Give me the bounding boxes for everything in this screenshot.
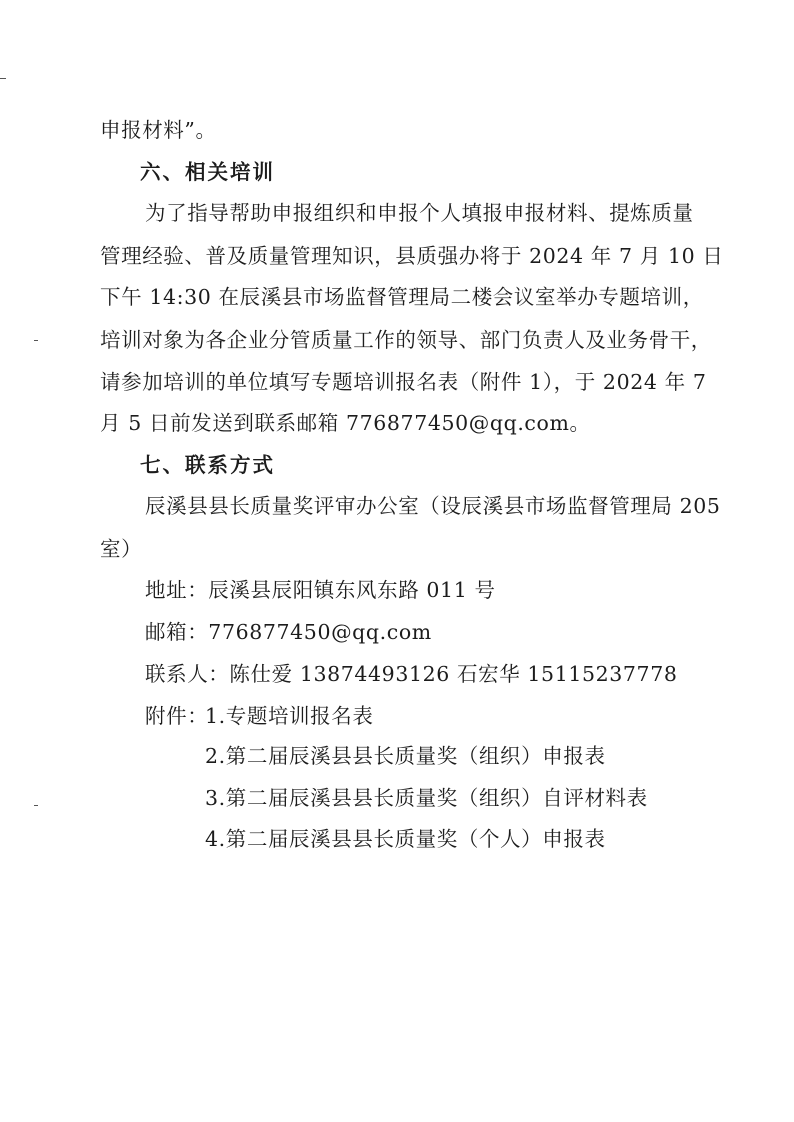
paragraph-line: 请参加培训的单位填写专题培训报名表（附件 1），于 2024 年 7: [100, 370, 707, 394]
contacts-text: 联系人：陈仕爱 13874493126 石宏华 15115237778: [145, 662, 678, 686]
attachment-item: 1.专题培训报名表: [205, 704, 374, 728]
section-heading-contact: 七、联系方式: [140, 453, 275, 477]
office-line: 室）: [100, 537, 143, 561]
email-text: 邮箱：776877450@qq.com: [145, 620, 432, 644]
address-text: 地址：辰溪县辰阳镇东风东路 011 号: [145, 578, 496, 602]
paragraph-line: 培训对象为各企业分管质量工作的领导、部门负责人及业务骨干，: [100, 328, 712, 352]
paragraph-line: 为了指导帮助申报组织和申报个人填报申报材料、提炼质量: [145, 201, 694, 225]
paragraph-line: 管理经验、普及质量管理知识，县质强办将于 2024 年 7 月 10 日: [100, 244, 724, 268]
paragraph-line: 下午 14:30 在辰溪县市场监督管理局二楼会议室举办专题培训，: [100, 285, 704, 309]
paragraph-line: 月 5 日前发送到联系邮箱 776877450@qq.com。: [100, 411, 591, 435]
attachment-item: 4.第二届辰溪县县长质量奖（个人）申报表: [205, 827, 606, 851]
continuation-text: 申报材料”。: [100, 118, 217, 142]
office-line: 辰溪县县长质量奖评审办公室（设辰溪县市场监督管理局 205: [145, 494, 721, 518]
attachment-item: 3.第二届辰溪县县长质量奖（组织）自评材料表: [205, 786, 648, 810]
attachments-label: 附件：: [145, 704, 209, 728]
scan-mark: [34, 340, 38, 341]
section-heading-training: 六、相关培训: [140, 160, 275, 184]
scan-mark: [34, 805, 38, 806]
scan-mark: [0, 78, 6, 79]
attachment-item: 2.第二届辰溪县县长质量奖（组织）申报表: [205, 744, 606, 768]
